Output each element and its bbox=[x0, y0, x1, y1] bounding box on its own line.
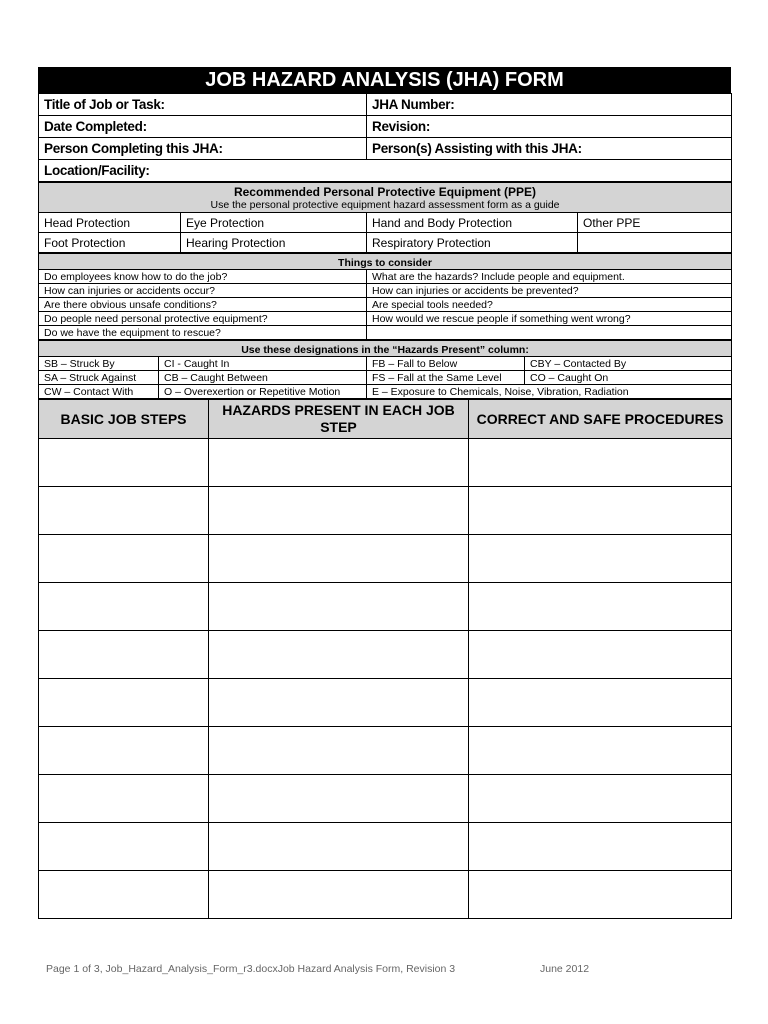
info-row bbox=[39, 116, 732, 138]
designation-row bbox=[39, 357, 732, 371]
job-step-cell[interactable] bbox=[39, 871, 209, 919]
ppe-hearing-protection[interactable]: Hearing Protection bbox=[181, 233, 367, 253]
job-step-cell[interactable] bbox=[39, 679, 209, 727]
hazard-cell[interactable] bbox=[209, 679, 469, 727]
consider-item: How would we rescue people if something went wrong? bbox=[367, 312, 732, 326]
designation-fs: FS – Fall at the Same Level bbox=[367, 371, 525, 385]
consider-item: Are there obvious unsafe conditions? bbox=[39, 298, 367, 312]
job-step-cell[interactable] bbox=[39, 535, 209, 583]
ppe-heading-text: Recommended Personal Protective Equipment (PPE) bbox=[233, 185, 537, 199]
location-field[interactable]: Location/Facility: bbox=[39, 160, 732, 182]
procedure-cell[interactable] bbox=[469, 679, 732, 727]
hazards-present-header: HAZARDS PRESENT IN EACH JOB STEP bbox=[209, 400, 469, 439]
consider-row bbox=[39, 284, 732, 298]
designation-sa: SA – Struck Against bbox=[39, 371, 159, 385]
designation-o: O – Overexertion or Repetitive Motion bbox=[159, 385, 367, 399]
ppe-subheading: Use the personal protective equipment hazard assessment form as a guide bbox=[210, 199, 560, 211]
footer-document-info: Page 1 of 3, Job_Hazard_Analysis_Form_r3.docxJob Hazard Analysis Form, Revision 3 bbox=[46, 963, 456, 975]
ppe-foot-protection[interactable]: Foot Protection bbox=[39, 233, 181, 253]
consider-row bbox=[39, 270, 732, 284]
consider-item-empty bbox=[367, 326, 732, 340]
table-row bbox=[39, 583, 732, 631]
person-completing-field[interactable]: Person Completing this JHA: bbox=[39, 138, 367, 160]
designations-table bbox=[38, 340, 732, 399]
consider-item: Do we have the equipment to rescue? bbox=[39, 326, 367, 340]
consider-row bbox=[39, 298, 732, 312]
ppe-row bbox=[39, 213, 732, 233]
table-row bbox=[39, 775, 732, 823]
procedure-cell[interactable] bbox=[469, 535, 732, 583]
ppe-heading bbox=[39, 183, 732, 213]
hazard-cell[interactable] bbox=[209, 583, 469, 631]
ppe-empty-cell[interactable] bbox=[578, 233, 732, 253]
table-row bbox=[39, 679, 732, 727]
ppe-table bbox=[38, 182, 732, 253]
consider-row bbox=[39, 326, 732, 340]
persons-assisting-field[interactable]: Person(s) Assisting with this JHA: bbox=[367, 138, 732, 160]
ppe-row bbox=[39, 233, 732, 253]
consider-item: How can injuries or accidents be prevented? bbox=[367, 284, 732, 298]
job-steps-table bbox=[38, 399, 732, 919]
designation-cb: CB – Caught Between bbox=[159, 371, 367, 385]
info-row bbox=[39, 94, 732, 116]
procedure-cell[interactable] bbox=[469, 487, 732, 535]
revision-field[interactable]: Revision: bbox=[367, 116, 732, 138]
ppe-other[interactable]: Other PPE bbox=[578, 213, 732, 233]
procedure-cell[interactable] bbox=[469, 775, 732, 823]
designation-fb: FB – Fall to Below bbox=[367, 357, 525, 371]
job-step-cell[interactable] bbox=[39, 631, 209, 679]
hazard-cell[interactable] bbox=[209, 487, 469, 535]
designation-sb: SB – Struck By bbox=[39, 357, 159, 371]
consider-item: Do employees know how to do the job? bbox=[39, 270, 367, 284]
designations-heading: Use these designations in the “Hazards Present” column: bbox=[39, 341, 732, 357]
table-row bbox=[39, 631, 732, 679]
table-row bbox=[39, 439, 732, 487]
consider-item: How can injuries or accidents occur? bbox=[39, 284, 367, 298]
footer-date: June 2012 bbox=[540, 963, 590, 975]
date-completed-field[interactable]: Date Completed: bbox=[39, 116, 367, 138]
ppe-respiratory-protection[interactable]: Respiratory Protection bbox=[367, 233, 578, 253]
designation-row bbox=[39, 371, 732, 385]
consider-row bbox=[39, 312, 732, 326]
form-title: JOB HAZARD ANALYSIS (JHA) FORM bbox=[38, 67, 731, 93]
job-steps-header-row bbox=[39, 400, 732, 439]
job-title-field[interactable]: Title of Job or Task: bbox=[39, 94, 367, 116]
procedure-cell[interactable] bbox=[469, 439, 732, 487]
hazard-cell[interactable] bbox=[209, 871, 469, 919]
hazard-cell[interactable] bbox=[209, 631, 469, 679]
ppe-eye-protection[interactable]: Eye Protection bbox=[181, 213, 367, 233]
consider-item: Do people need personal protective equipment? bbox=[39, 312, 367, 326]
ppe-hand-body-protection[interactable]: Hand and Body Protection bbox=[367, 213, 578, 233]
hazard-cell[interactable] bbox=[209, 439, 469, 487]
job-step-cell[interactable] bbox=[39, 583, 209, 631]
designation-cw: CW – Contact With bbox=[39, 385, 159, 399]
designation-row bbox=[39, 385, 732, 399]
hazard-cell[interactable] bbox=[209, 727, 469, 775]
safe-procedures-header: CORRECT AND SAFE PROCEDURES bbox=[469, 400, 732, 439]
job-step-cell[interactable] bbox=[39, 487, 209, 535]
consider-item: Are special tools needed? bbox=[367, 298, 732, 312]
hazard-cell[interactable] bbox=[209, 775, 469, 823]
consider-heading: Things to consider bbox=[39, 254, 732, 270]
hazard-cell[interactable] bbox=[209, 823, 469, 871]
info-row bbox=[39, 160, 732, 182]
consider-table bbox=[38, 253, 732, 340]
info-table bbox=[38, 93, 732, 182]
info-row bbox=[39, 138, 732, 160]
job-step-cell[interactable] bbox=[39, 823, 209, 871]
procedure-cell[interactable] bbox=[469, 871, 732, 919]
designation-ci: CI - Caught In bbox=[159, 357, 367, 371]
job-step-cell[interactable] bbox=[39, 775, 209, 823]
procedure-cell[interactable] bbox=[469, 583, 732, 631]
procedure-cell[interactable] bbox=[469, 823, 732, 871]
table-row bbox=[39, 487, 732, 535]
procedure-cell[interactable] bbox=[469, 727, 732, 775]
table-row bbox=[39, 823, 732, 871]
designation-co: CO – Caught On bbox=[525, 371, 732, 385]
hazard-cell[interactable] bbox=[209, 535, 469, 583]
procedure-cell[interactable] bbox=[469, 631, 732, 679]
jha-form bbox=[38, 67, 731, 919]
basic-job-steps-header: BASIC JOB STEPS bbox=[39, 400, 209, 439]
designation-e: E – Exposure to Chemicals, Noise, Vibration, Radiation bbox=[367, 385, 732, 399]
consider-item: What are the hazards? Include people and equipment. bbox=[367, 270, 732, 284]
designation-cby: CBY – Contacted By bbox=[525, 357, 732, 371]
table-row bbox=[39, 535, 732, 583]
job-step-cell[interactable] bbox=[39, 727, 209, 775]
jha-number-field[interactable]: JHA Number: bbox=[367, 94, 732, 116]
table-row bbox=[39, 871, 732, 919]
table-row bbox=[39, 727, 732, 775]
job-step-cell[interactable] bbox=[39, 439, 209, 487]
ppe-head-protection[interactable]: Head Protection bbox=[39, 213, 181, 233]
